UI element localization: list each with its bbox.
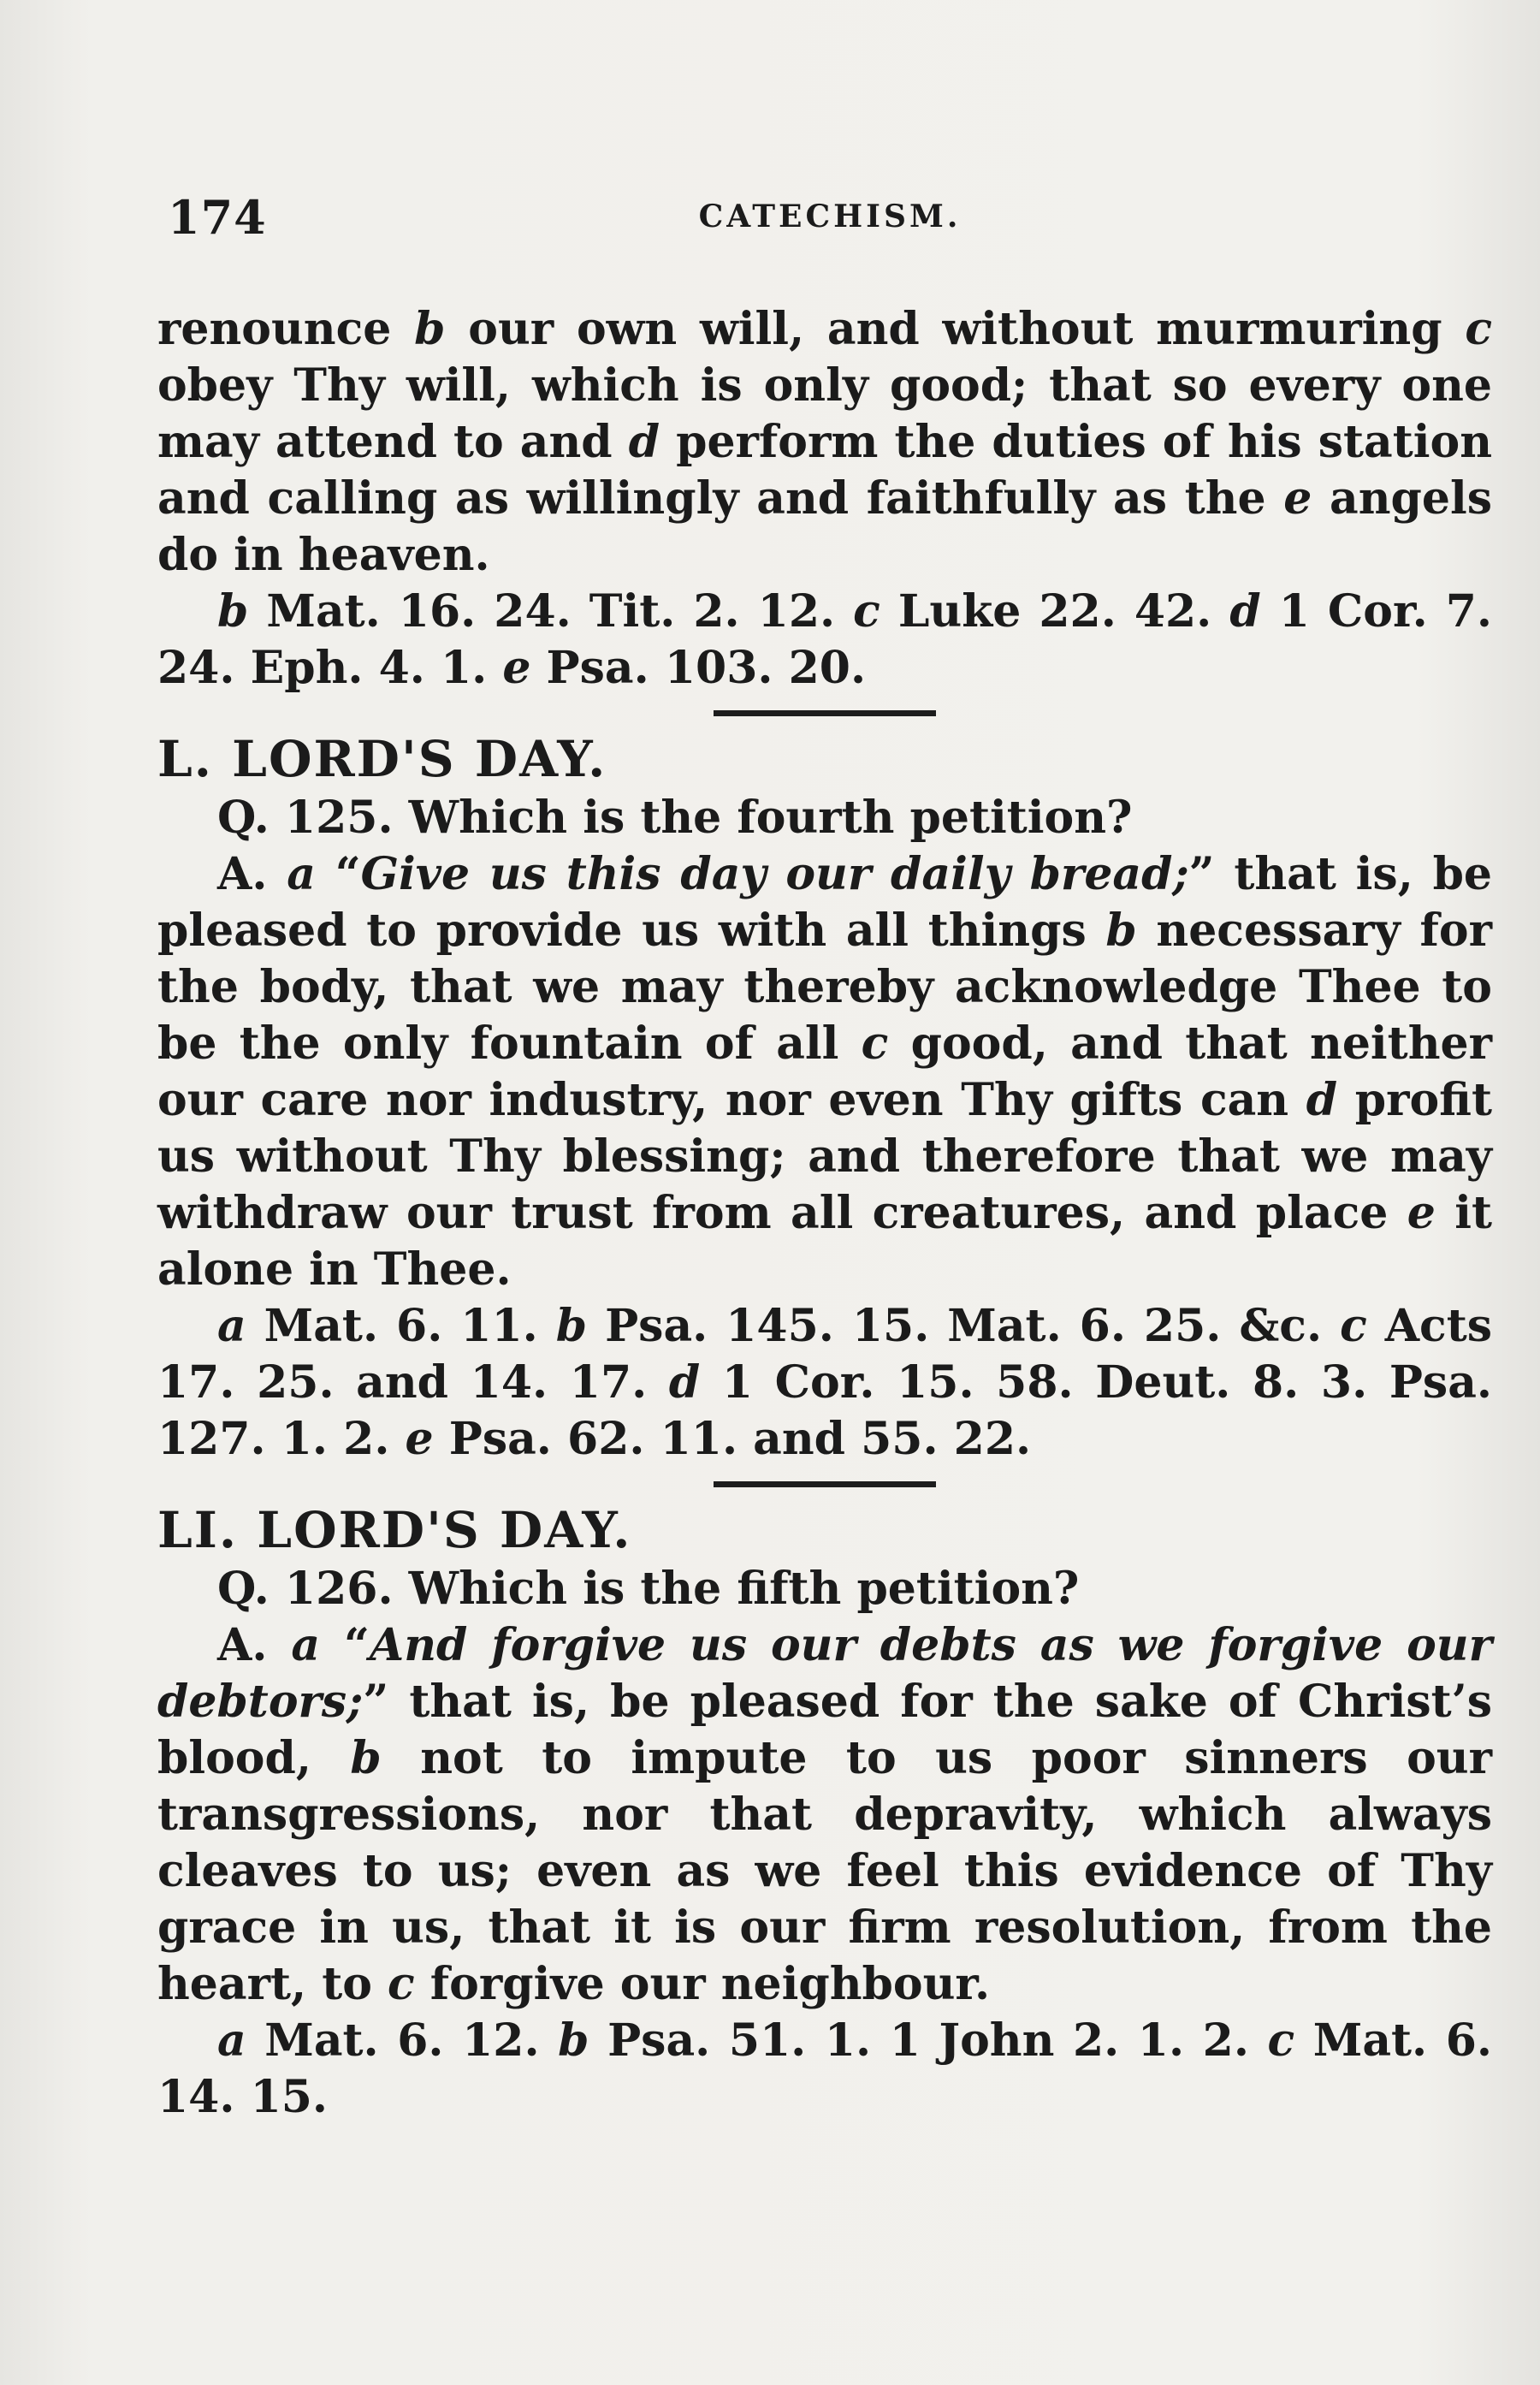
text-run: renounce <box>157 303 415 355</box>
text-run: Psa. 145. 15. Mat. 6. 25. &c. <box>587 1300 1341 1352</box>
section-title: L. LORD'S DAY. <box>157 730 607 788</box>
text-run: Acts 17. 25. and 14. 17. <box>157 1300 1493 1409</box>
italic-text: b <box>414 303 446 355</box>
page-body <box>157 301 1492 2126</box>
question: Q. 126. Which is the fifth petition? <box>217 1563 1080 1615</box>
italic-text: c <box>853 585 880 638</box>
text-run: Luke 22. 42. <box>880 585 1230 638</box>
section-divider <box>714 1481 936 1487</box>
text-run: our own will, and without murmuring <box>445 303 1466 355</box>
italic-text: d <box>1229 585 1261 638</box>
text-run: not to impute to us poor sinners our transgressions, nor that depravity, which always cleaves to us; even as we feel this evidence of Thy grace in us, that it is our firm resolution, from the heart, to <box>157 1732 1493 2010</box>
page-header <box>168 190 1492 250</box>
text-run: 1 Cor. 15. 58. Deut. 8. 3. Psa. 127. 1. 2. <box>157 1356 1492 1465</box>
text-run: “ <box>320 1619 370 1671</box>
text-run: profit us without Thy blessing; and therefore that we may withdraw our trust from all creatures, and place <box>157 1074 1492 1239</box>
italic-text: c <box>388 1958 415 2010</box>
text-run: it alone in Thee. <box>157 1187 1492 1296</box>
text-run: Psa. 103. 20. <box>530 642 867 694</box>
italic-text: And forgive us our debts as we forgive our debtors; <box>157 1619 1492 1728</box>
text-run: angels do in heaven. <box>157 472 1492 581</box>
text-run: “ <box>315 848 361 900</box>
text-run: Mat. 6. 11. <box>246 1300 556 1352</box>
answer <box>157 846 1492 1298</box>
text-run: 1 Cor. 7. 24. Eph. 4. 1. <box>157 585 1492 694</box>
italic-text: a <box>217 2014 246 2067</box>
italic-text: b <box>558 2014 589 2067</box>
continued-answer <box>157 301 1492 584</box>
text-run: necessary for the body, that we may thereby acknowledge Thee to be the only fountain of all <box>157 905 1492 1070</box>
italic-text: c <box>1340 1300 1367 1352</box>
italic-text: a <box>217 1300 246 1352</box>
italic-text: a <box>287 848 316 900</box>
italic-text: c <box>861 1017 889 1070</box>
text-run: good, and that neither our care nor industry, nor even Thy gifts can <box>157 1017 1492 1126</box>
answer <box>157 1617 1492 2013</box>
scripture-references <box>157 584 1492 697</box>
italic-text: e <box>502 642 531 694</box>
italic-text: c <box>1267 2014 1295 2067</box>
text-run: Psa. 51. 1. 1 John 2. 1. 2. <box>589 2014 1268 2067</box>
italic-text: b <box>555 1300 588 1352</box>
text-run: ” that is, be pleased to provide us with all things <box>157 848 1493 957</box>
italic-text: d <box>628 416 660 468</box>
italic-text: c <box>1465 303 1493 355</box>
italic-text: Give us this day our daily bread; <box>360 848 1189 900</box>
text-run: Psa. 62. 11. and 55. 22. <box>433 1413 1032 1465</box>
text-run: perform the duties of his station and calling as willingly and faithfully as the <box>157 416 1493 525</box>
italic-text: e <box>1407 1187 1436 1239</box>
text-run: A. <box>217 848 287 900</box>
italic-text: d <box>1306 1074 1338 1126</box>
italic-text: d <box>668 1356 701 1409</box>
running-head: CATECHISM. <box>698 199 962 234</box>
italic-text: b <box>217 585 249 638</box>
italic-text: b <box>1105 905 1137 957</box>
scripture-references <box>157 1298 1492 1468</box>
page-number: 174 <box>168 190 267 245</box>
text-run: Mat. 6. 14. 15. <box>157 2014 1493 2123</box>
scripture-references <box>157 2013 1492 2126</box>
text-run: Mat. 6. 12. <box>246 2014 559 2067</box>
question: Q. 125. Which is the fourth petition? <box>217 792 1133 844</box>
text-run: forgive our neighbour. <box>414 1958 991 2010</box>
italic-text: e <box>1283 472 1312 525</box>
italic-text: b <box>350 1732 382 1784</box>
italic-text: e <box>405 1413 434 1465</box>
text-run: Mat. 16. 24. Tit. 2. 12. <box>248 585 854 638</box>
section-divider <box>714 710 936 716</box>
text-run: obey Thy will, which is only good; that so every one may attend to and <box>157 359 1492 468</box>
section-title: LI. LORD'S DAY. <box>157 1501 632 1559</box>
text-run: A. <box>217 1619 292 1671</box>
italic-text: a <box>291 1619 321 1671</box>
text-run: ” that is, be pleased for the sake of Christ’s blood, <box>157 1676 1492 1784</box>
